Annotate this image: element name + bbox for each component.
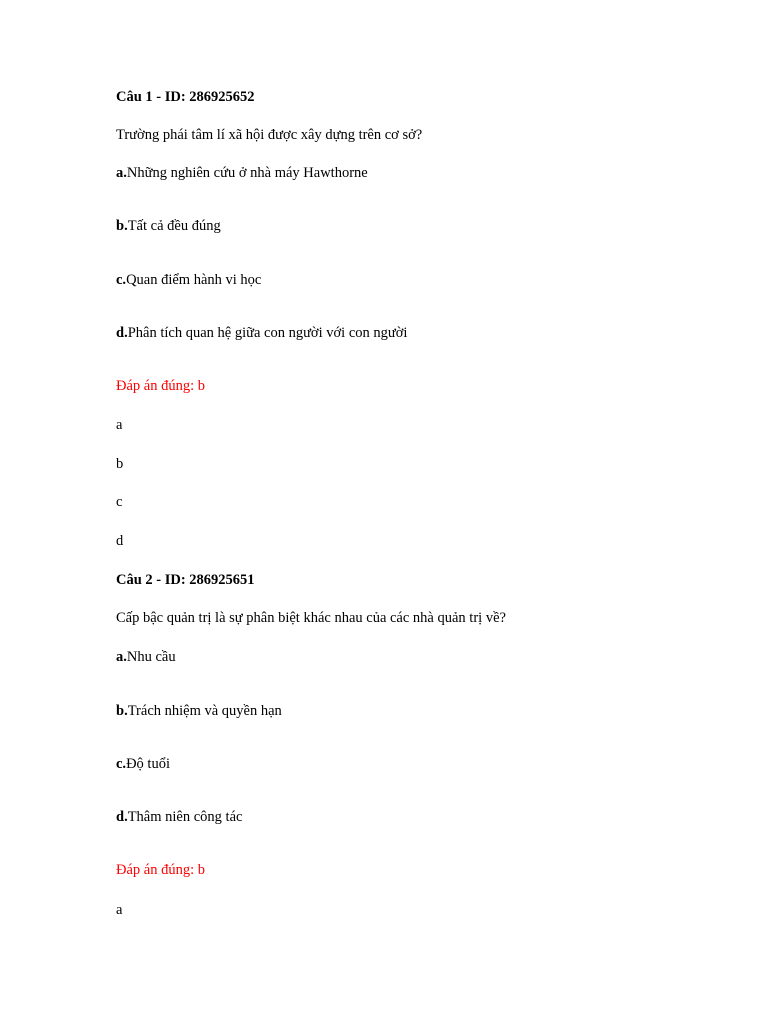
option-letter: a. [116, 165, 127, 181]
question-2-option-b [116, 702, 282, 720]
option-letter: a. [116, 649, 127, 665]
option-text: Tất cả đều đúng [127, 218, 221, 234]
option-text: Những nghiên cứu ở nhà máy Hawthorne [126, 165, 368, 181]
question-1-option-c [116, 271, 261, 289]
option-text: Nhu cầu [126, 649, 176, 665]
option-text: Phân tích quan hệ giữa con người với con người [127, 325, 408, 341]
question-1-choice-b[interactable]: b [116, 456, 124, 472]
option-text: Độ tuổi [126, 756, 170, 772]
question-1-choice-d[interactable]: d [116, 533, 124, 549]
question-2-option-d [116, 808, 242, 826]
question-1-option-a [116, 164, 368, 182]
question-1-text: Trường phái tâm lí xã hội được xây dựng trên cơ sở? [116, 127, 423, 143]
question-1-option-b [116, 217, 221, 235]
question-2-option-a [116, 648, 176, 666]
option-letter: b. [116, 703, 128, 719]
option-text: Trách nhiệm và quyền hạn [127, 703, 282, 719]
question-1-choice-a[interactable]: a [116, 417, 123, 433]
option-text: Quan điểm hành vi học [126, 272, 262, 288]
question-2-option-c [116, 755, 170, 773]
option-letter: b. [116, 218, 128, 234]
question-1-choice-c[interactable]: c [116, 494, 123, 510]
option-text: Thâm niên công tác [127, 809, 243, 825]
option-letter: d. [116, 809, 128, 825]
question-1-heading: Câu 1 - ID: 286925652 [116, 89, 255, 105]
question-1-option-d [116, 324, 407, 342]
option-letter: d. [116, 325, 128, 341]
question-2-text: Cấp bậc quản trị là sự phân biệt khác nhau của các nhà quản trị về? [116, 610, 506, 626]
question-2-answer: Đáp án đúng: b [116, 862, 205, 878]
option-letter: c. [116, 272, 127, 288]
question-1-answer: Đáp án đúng: b [116, 378, 205, 394]
option-letter: c. [116, 756, 127, 772]
question-2-heading: Câu 2 - ID: 286925651 [116, 572, 255, 588]
question-2-choice-a[interactable]: a [116, 902, 123, 918]
